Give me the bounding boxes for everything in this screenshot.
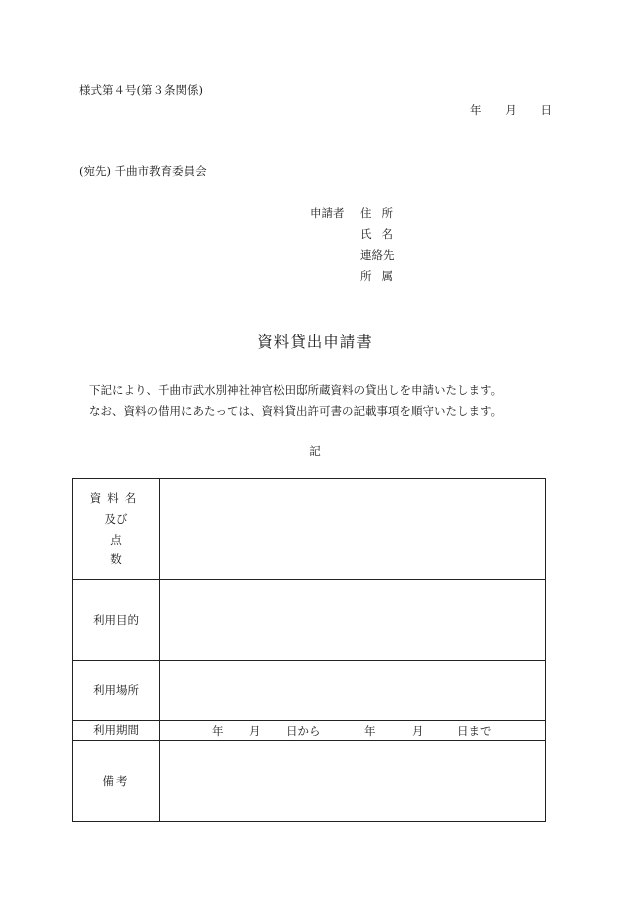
applicant-role: 申請者: [310, 205, 345, 220]
remarks-label: 備考: [73, 741, 160, 822]
period-from-day: 日から: [286, 724, 321, 738]
purpose-row: [73, 580, 546, 661]
place-row: [73, 661, 546, 721]
period-from-year: 年: [212, 724, 224, 738]
material-input[interactable]: [160, 479, 546, 580]
body-line-2: なお、資料の借用にあたっては、資料貸出許可書の記載事項を順守いたします。: [89, 404, 503, 418]
remarks-row: [73, 741, 546, 822]
material-row: [73, 479, 546, 580]
applicant-name-label: 氏名: [360, 226, 403, 241]
place-label: 利用場所: [73, 661, 160, 721]
period-input[interactable]: [160, 721, 546, 741]
place-input[interactable]: [160, 661, 546, 721]
applicant-contact-label: 連絡先: [360, 247, 395, 262]
applicant-address-label: 住所: [360, 205, 403, 220]
period-label: 利用期間: [73, 721, 160, 741]
date-line: [470, 102, 552, 118]
body-line-1: 下記により、千曲市武水別神社神官松田邸所蔵資料の貸出しを申請いたします。: [89, 383, 503, 397]
period-to-year: 年: [364, 724, 376, 738]
material-label-line3: 点数: [110, 533, 148, 566]
applicant-block: [310, 202, 410, 286]
document-title: 資料貸出申請書: [257, 333, 373, 351]
applicant-affiliation-label: 所属: [360, 268, 403, 283]
purpose-label: 利用目的: [73, 580, 160, 661]
date-day: 日: [540, 103, 552, 117]
body-text: [89, 380, 502, 422]
date-year: 年: [470, 103, 482, 117]
material-label-line2: 及び: [104, 512, 128, 526]
material-label-cell: [73, 479, 160, 580]
period-row: [73, 721, 546, 741]
ki-heading: 記: [309, 444, 321, 458]
addressee: (宛先) 千曲市教育委員会: [79, 164, 207, 178]
remarks-input[interactable]: [160, 741, 546, 822]
period-from-month: 月: [249, 724, 261, 738]
purpose-input[interactable]: [160, 580, 546, 661]
period-to-month: 月: [412, 724, 424, 738]
period-to-day: 日まで: [457, 724, 492, 738]
material-label-line1: 資料名: [89, 491, 143, 505]
form-number: 様式第４号(第３条関係): [79, 83, 203, 97]
application-form-table: [72, 478, 546, 822]
date-month: 月: [505, 103, 517, 117]
